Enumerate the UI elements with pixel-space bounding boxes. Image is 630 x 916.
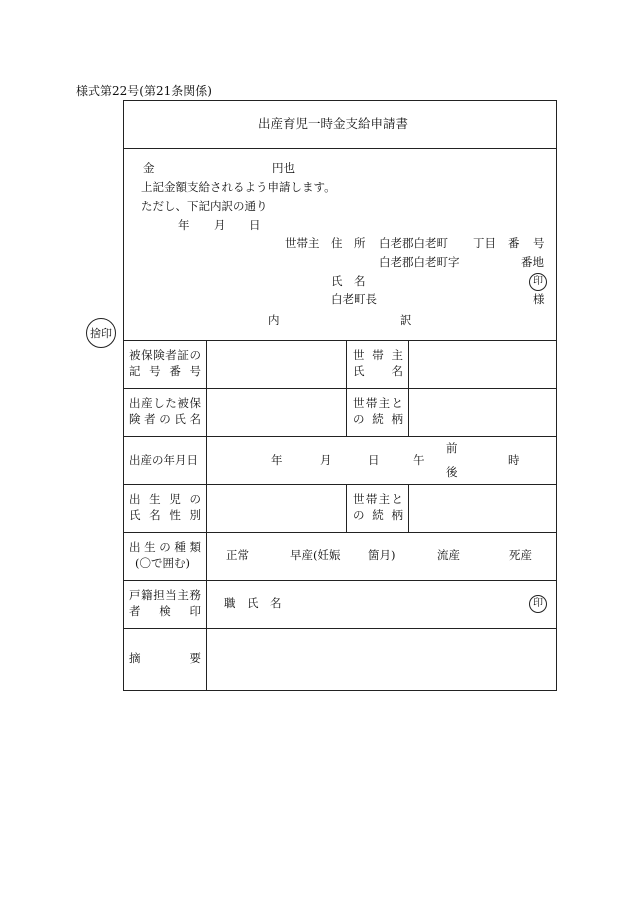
householder-label: 世帯主 — [285, 236, 320, 250]
rule-mid-column-c — [346, 484, 347, 532]
rule-row1-bottom — [123, 388, 557, 389]
birth-month-unit: 月 — [320, 453, 332, 467]
breakdown-heading-left: 内 — [268, 313, 280, 327]
child-label-line2: 氏 名 性 別 — [129, 508, 201, 522]
address-ban: 番 — [508, 236, 520, 250]
insured-id-label-line2: 記 号 番 号 — [129, 364, 201, 378]
registry-label-line2: 者 検 印 — [129, 604, 201, 618]
birth-pm-mark: 後 — [446, 465, 458, 479]
addressee: 白老町長 — [331, 292, 377, 306]
date-month-unit: 月 — [214, 218, 226, 232]
address-chome: 丁目 — [473, 236, 496, 250]
birth-am-mark: 前 — [446, 441, 458, 455]
rule-mid-column-b — [408, 340, 409, 436]
registry-label-line1: 戸 籍 担 当 主 務 — [129, 588, 201, 602]
staff-name-label: 職 氏 名 — [224, 596, 282, 610]
birth-type-normal: 正常 — [226, 548, 249, 562]
address-go: 号 — [533, 236, 545, 250]
householder-name-label-line2: 氏 名 — [353, 364, 403, 378]
applicant-name-label: 氏 名 — [331, 274, 366, 288]
insured-name-label-line1: 出 産 し た 被 保 — [129, 396, 201, 410]
rule-row3-bottom — [123, 484, 557, 485]
applicant-seal-icon — [529, 273, 547, 291]
insured-id-label-line1: 被 保 険 者 証 の — [129, 348, 201, 362]
birth-noon-mark: 午 — [413, 453, 425, 467]
rule-mid-column-d — [408, 484, 409, 532]
rule-label-column — [206, 340, 207, 690]
birth-type-stillbirth: 死産 — [509, 548, 532, 562]
relation-label-2-line2: の 続 柄 — [353, 508, 403, 522]
birth-type-months: 箇月) — [368, 548, 396, 562]
discard-seal-text: 捨印 — [90, 326, 112, 340]
insured-name-label-line2: 険 者 の 氏 名 — [129, 412, 201, 426]
date-year-unit: 年 — [178, 218, 190, 232]
birth-year-unit: 年 — [271, 453, 283, 467]
rule-mid-column-a — [346, 340, 347, 436]
rule-row6-bottom — [123, 628, 557, 629]
birth-day-unit: 日 — [368, 453, 380, 467]
discard-seal — [86, 318, 116, 348]
applicant-seal-text: 印 — [533, 276, 543, 287]
rule-row2-bottom — [123, 436, 557, 437]
relation-label-1-line2: の 続 柄 — [353, 412, 403, 426]
birth-date-label: 出産の年月日 — [129, 453, 198, 467]
householder-name-label-line1: 世 帯 主 — [353, 348, 403, 362]
rule-row5-bottom — [123, 580, 557, 581]
registry-seal-icon — [529, 595, 547, 613]
amount-suffix: 円也 — [272, 161, 295, 175]
rule-title-bottom — [123, 148, 557, 149]
birth-type-label-line2: (〇で囲む) — [135, 556, 190, 570]
addressee-honorific: 様 — [533, 292, 545, 306]
breakdown-note: ただし、下記内訳の通り — [141, 199, 268, 213]
form-number-label: 様式第22号(第21条関係) — [76, 84, 212, 98]
registry-seal-text: 印 — [533, 598, 543, 609]
request-statement: 上記金額支給されるよう申請します。 — [141, 180, 336, 194]
child-label-line1: 出 生 児 の — [129, 492, 201, 506]
relation-label-1-line1: 世 帯 主 と — [353, 396, 403, 410]
birth-type-label-line1: 出 生 の 種 類 — [129, 540, 201, 554]
rule-row4-bottom — [123, 532, 557, 533]
address-banchi: 番地 — [521, 255, 544, 269]
birth-hour-unit: 時 — [508, 453, 520, 467]
form-title: 出産育児一時金支給申請書 — [258, 116, 409, 131]
rule-intro-bottom — [123, 340, 557, 341]
remarks-label: 摘 要 — [129, 651, 201, 665]
address-town: 白老郡白老町 — [379, 236, 448, 250]
address-label: 住 所 — [331, 236, 366, 250]
birth-type-premature: 早産(妊娠 — [290, 548, 341, 562]
amount-prefix: 金 — [143, 161, 155, 175]
birth-type-miscarriage: 流産 — [437, 548, 460, 562]
relation-label-2-line1: 世 帯 主 と — [353, 492, 403, 506]
date-day-unit: 日 — [249, 218, 261, 232]
address-aza: 白老郡白老町字 — [379, 255, 460, 269]
breakdown-heading-right: 訳 — [400, 313, 412, 327]
